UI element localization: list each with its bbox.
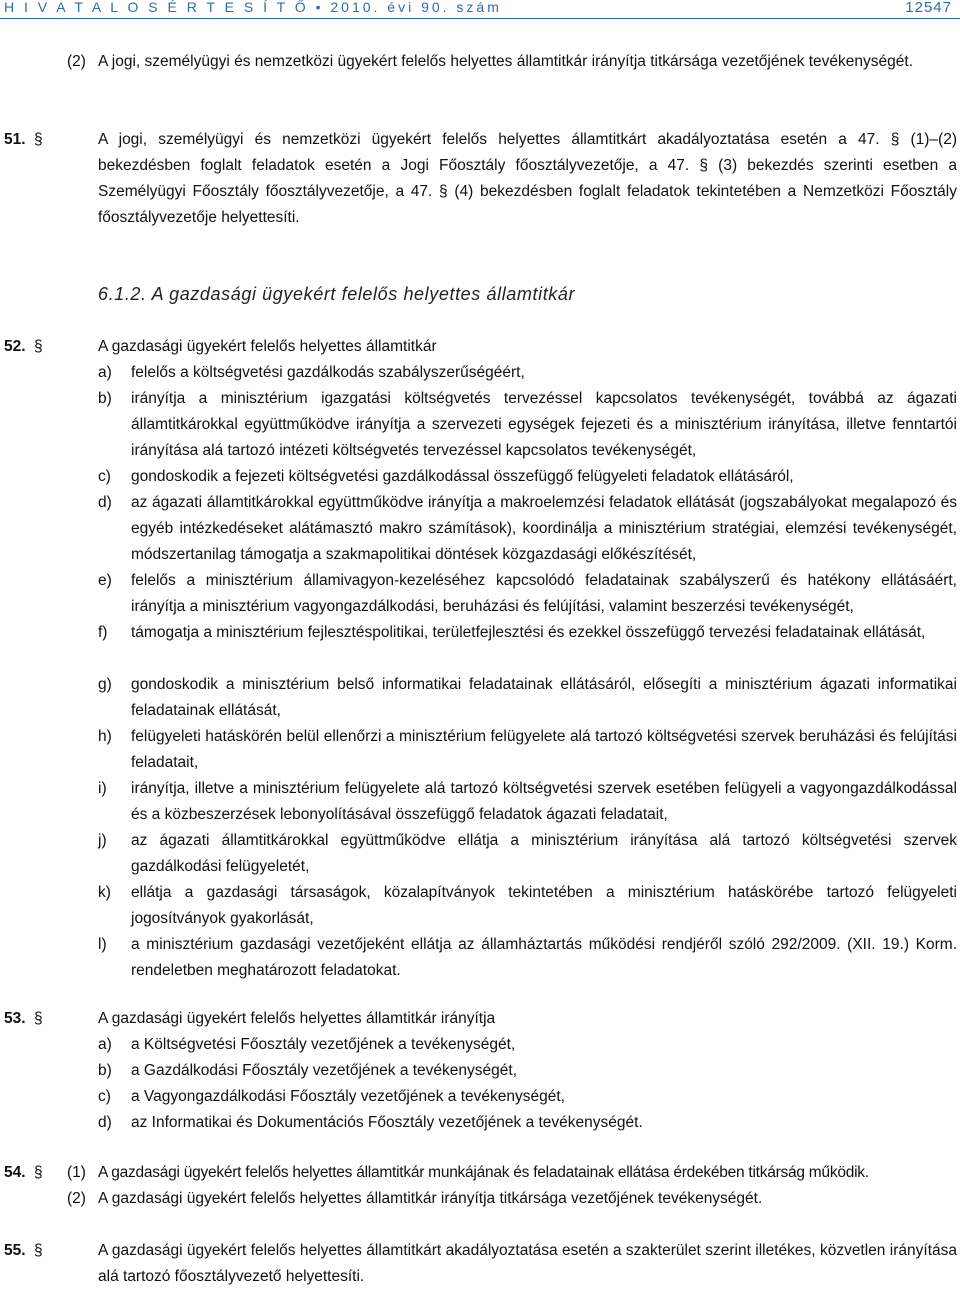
section-symbol: § bbox=[34, 1242, 43, 1259]
subsection-text: A gazdasági ügyekért felelős helyettes államtitkár munkájának és feladatainak ellátása érdekében titkárság működik. bbox=[98, 1164, 869, 1181]
list-item-label: j) bbox=[98, 832, 107, 849]
section-text: A jogi, személyügyi és nemzetközi ügyekért felelős helyettes államtitkárt akadályoztatása esetén a 47. § (1)–(2) bekezdésben foglalt feladatok esetén a Jogi Főosztály főosztályvezetője, a 47. § (3) bekezdés szerinti esetben a Személyügyi Főosztály főosztályvezetője, a 47. § (4) bekezdésben foglalt feladatok tekintetében a Nemzetközi Főosztály főosztályvezetője helyettesíti. bbox=[98, 131, 957, 226]
list-item-label: b) bbox=[98, 390, 112, 407]
list-item-text: irányítja a minisztérium igazgatási költségvetés tervezéssel kapcsolatos tevékenységét, továbbá az ágazati államtitkárokkal együttműködve irányítja a szervezeti egységek fejezeti és a minisztérium irányítása, illetve fenntartói irányítása alá tartozó intézeti költségvetés tervezéssel kapcsolatos tevékenységét, bbox=[131, 390, 957, 459]
page-number: 12547 bbox=[905, 0, 952, 16]
list-item-label: h) bbox=[98, 728, 112, 745]
section-intro: A gazdasági ügyekért felelős helyettes államtitkár bbox=[98, 338, 437, 355]
list-item-label: g) bbox=[98, 676, 112, 693]
subsection-label: (1) bbox=[67, 1164, 86, 1181]
list-item-label: k) bbox=[98, 884, 111, 901]
section-number: 51. bbox=[4, 131, 26, 148]
section-text: A gazdasági ügyekért felelős helyettes államtitkárt akadályoztatása esetén a szakterület szerint illetékes, közvetlen irányítása alá tartozó főosztályvezető helyettesíti. bbox=[98, 1242, 957, 1285]
list-item-text: az ágazati államtitkárokkal együttműködve ellátja a minisztérium irányítása alá tartozó költségvetési szervek gazdálkodási felügyeletét, bbox=[131, 832, 957, 875]
list-item-label: f) bbox=[98, 624, 108, 641]
list-item-label: e) bbox=[98, 572, 112, 589]
list-item-text: gondoskodik a fejezeti költségvetési gazdálkodással összefüggő felügyeleti feladatok ellátásáról, bbox=[131, 468, 794, 485]
list-item-text: a Vagyongazdálkodási Főosztály vezetőjének a tevékenységét, bbox=[131, 1088, 565, 1105]
header-rule bbox=[0, 18, 960, 19]
section-number: 55. bbox=[4, 1242, 26, 1259]
subsection-label: (2) bbox=[67, 1190, 86, 1207]
list-item-label: c) bbox=[98, 1088, 111, 1105]
section-symbol: § bbox=[34, 1164, 43, 1181]
list-item-text: az ágazati államtitkárokkal együttműködve irányítja a makroelemzési feladatok ellátását (jogszabályokat megalapozó és egyéb intézkedéseket alátámasztó makro számítások), koordinálja a minisztérium stratégiai, elemzési tevékenységét, módszertanilag támogatja a szakmapolitikai döntések közgazdasági előkészítését, bbox=[131, 494, 957, 563]
list-item-text: felügyeleti hatáskörén belül ellenőrzi a minisztérium felügyelete alá tartozó költségvetési szervek beruházási és felújítási feladatait, bbox=[131, 728, 957, 771]
list-item-text: felelős a költségvetési gazdálkodás szabályszerűségéért, bbox=[131, 364, 525, 381]
list-item-label: b) bbox=[98, 1062, 112, 1079]
list-item-text: gondoskodik a minisztérium belső informatikai feladatainak ellátásáról, elősegíti a minisztérium ágazati informatikai feladatainak ellátását, bbox=[131, 676, 957, 719]
section-number: 52. bbox=[4, 338, 26, 355]
section-number: 53. bbox=[4, 1010, 26, 1027]
list-item-text: támogatja a minisztérium fejlesztéspolitikai, területfejlesztési és ezekkel összefüggő tervezési feladatainak ellátását, bbox=[131, 624, 926, 641]
list-item-text: a Költségvetési Főosztály vezetőjének a tevékenységét, bbox=[131, 1036, 516, 1053]
list-item-label: i) bbox=[98, 780, 107, 797]
subsection-text: A gazdasági ügyekért felelős helyettes államtitkár irányítja titkársága vezetőjének tevékenységét. bbox=[98, 1190, 763, 1207]
list-item-label: d) bbox=[98, 494, 112, 511]
section-symbol: § bbox=[34, 1010, 43, 1027]
list-item-text: az Informatikai és Dokumentációs Főosztály vezetőjének a tevékenységét. bbox=[131, 1114, 643, 1131]
section-symbol: § bbox=[34, 131, 43, 148]
publication-title: H I V A T A L O S É R T E S Í T Ő • 2010. évi 90. szám bbox=[4, 0, 502, 15]
subsection-label: (2) bbox=[67, 53, 86, 70]
list-item-text: a minisztérium gazdasági vezetőjeként ellátja az államháztartás működési rendjéről szóló 292/2009. (XII. 19.) Korm. rendeletben meghatározott feladatokat. bbox=[131, 936, 957, 979]
section-intro: A gazdasági ügyekért felelős helyettes államtitkár irányítja bbox=[98, 1010, 496, 1027]
section-number: 54. bbox=[4, 1164, 26, 1181]
list-item-label: d) bbox=[98, 1114, 112, 1131]
list-item-label: a) bbox=[98, 364, 112, 381]
list-item-label: l) bbox=[98, 936, 107, 953]
paragraph-text: A jogi, személyügyi és nemzetközi ügyekért felelős helyettes államtitkár irányítja titkársága vezetőjének tevékenységét. bbox=[98, 53, 914, 70]
list-item-text: irányítja, illetve a minisztérium felügyelete alá tartozó költségvetési szervek esetében felügyeli a vagyongazdálkodással és a közbeszerzések lebonyolításával összefüggő feladatok ágazati feladatait, bbox=[131, 780, 957, 823]
list-item-text: felelős a minisztérium államivagyon-kezeléséhez kapcsolódó feladatainak szabályszerű és hatékony ellátásáért, irányítja a minisztérium vagyongazdálkodási, beruházási és felújítási, valamint beszerzési tevékenységét, bbox=[131, 572, 957, 615]
subchapter-heading: 6.1.2. A gazdasági ügyekért felelős helyettes államtitkár bbox=[98, 284, 576, 304]
list-item-label: a) bbox=[98, 1036, 112, 1053]
list-item-label: c) bbox=[98, 468, 111, 485]
section-symbol: § bbox=[34, 338, 43, 355]
list-item-text: a Gazdálkodási Főosztály vezetőjének a tevékenységét, bbox=[131, 1062, 518, 1079]
page-header bbox=[0, 0, 960, 18]
list-item-text: ellátja a gazdasági társaságok, közalapítványok tekintetében a minisztérium hatáskörébe tartozó felügyeleti jogosítványok gyakorlását, bbox=[131, 884, 957, 927]
